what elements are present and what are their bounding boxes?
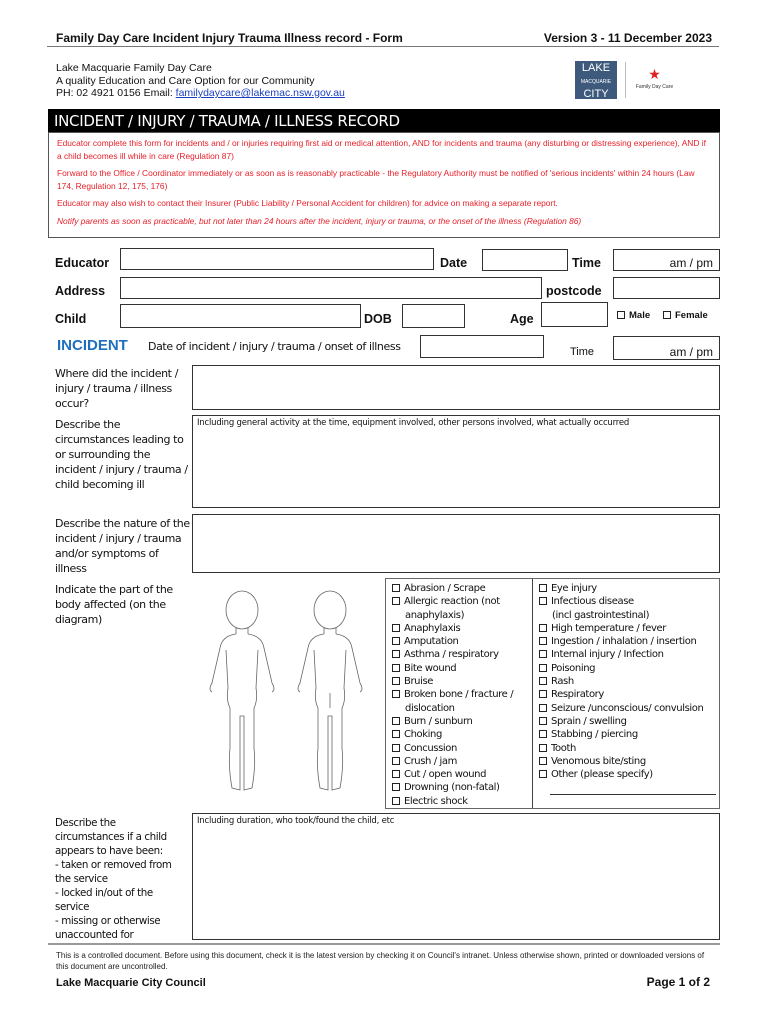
back-body-figure bbox=[298, 591, 362, 790]
checklist-item[interactable] bbox=[539, 742, 703, 755]
date-field[interactable] bbox=[482, 249, 568, 271]
checklist-item-label: Burn / sunburn bbox=[404, 715, 473, 727]
org-tagline: A quality Education and Care Option for our Community bbox=[56, 74, 315, 87]
incident-date-field[interactable] bbox=[420, 335, 544, 358]
nature-label: Describe the nature of the incident / injury / trauma and/or symptoms of illness bbox=[55, 517, 190, 575]
checklist-item-label: Stabbing / piercing bbox=[551, 729, 638, 741]
checklist-item[interactable] bbox=[392, 715, 513, 728]
checkbox[interactable] bbox=[392, 770, 400, 778]
time-label: Time bbox=[572, 256, 601, 270]
missing-child-label-line: the service bbox=[55, 873, 108, 885]
checklist-item[interactable] bbox=[392, 595, 513, 608]
checklist-item-label: Rash bbox=[551, 676, 574, 688]
checklist-item-label: Concussion bbox=[404, 742, 457, 754]
checkbox[interactable] bbox=[539, 717, 547, 725]
male-label: Male bbox=[629, 310, 651, 321]
checkbox[interactable] bbox=[539, 584, 547, 592]
checklist-item-label: Asthma / respiratory bbox=[404, 649, 499, 661]
body-diagram[interactable] bbox=[200, 588, 385, 798]
checklist-item-label: High temperature / fever bbox=[551, 622, 666, 634]
header-divider bbox=[47, 46, 719, 47]
org-name: Lake Macquarie Family Day Care bbox=[56, 62, 212, 74]
checklist-item[interactable] bbox=[539, 582, 703, 595]
checklist-item-label: Bruise bbox=[404, 676, 434, 688]
checklist-item[interactable] bbox=[392, 728, 513, 741]
instruction: Notify parents as soon as practicable, but not later than 24 hours after the incident, injury or trauma, or the onset of the illness (Regulation 86) bbox=[57, 215, 582, 226]
logo-divider bbox=[625, 62, 626, 98]
family-day-care-logo: ★ Family Day Care bbox=[635, 66, 674, 90]
checklist-item-label: Anaphylaxis bbox=[404, 622, 461, 634]
nature-field[interactable] bbox=[192, 514, 720, 573]
checkbox[interactable] bbox=[392, 597, 400, 605]
checklist-item[interactable] bbox=[539, 768, 703, 781]
checklist-item-label: Ingestion / inhalation / insertion bbox=[551, 636, 697, 648]
checkbox[interactable] bbox=[392, 650, 400, 658]
missing-child-label-line: circumstances if a child bbox=[55, 831, 167, 843]
checkbox[interactable] bbox=[539, 704, 547, 712]
checklist-item[interactable] bbox=[392, 648, 513, 661]
postcode-label: postcode bbox=[546, 284, 602, 298]
checklist-item[interactable] bbox=[392, 781, 513, 794]
checklist-item-label: Bite wound bbox=[404, 662, 457, 674]
checkbox[interactable] bbox=[539, 637, 547, 645]
injury-checklist bbox=[385, 578, 720, 809]
checklist-item-label: (incl gastrointestinal) bbox=[552, 609, 650, 621]
checklist-item[interactable] bbox=[392, 795, 513, 808]
checkbox[interactable] bbox=[392, 717, 400, 725]
missing-child-label-line: appears to have been: bbox=[55, 845, 163, 857]
incident-date-label: Date of incident / injury / trauma / onset of illness bbox=[148, 340, 401, 353]
checklist-item-label: Choking bbox=[404, 729, 442, 741]
checklist-item-label: Abrasion / Scrape bbox=[404, 583, 486, 594]
checklist-item-label: Crush / jam bbox=[404, 755, 457, 767]
checkbox[interactable] bbox=[392, 744, 400, 752]
checklist-item-label: Amputation bbox=[404, 636, 459, 648]
checklist-item[interactable] bbox=[539, 675, 703, 688]
checkbox[interactable] bbox=[539, 757, 547, 765]
circumstances-field[interactable]: Including general activity at the time, equipment involved, other persons involved, what actually occurred bbox=[192, 415, 720, 508]
checkbox[interactable] bbox=[392, 783, 400, 791]
checklist-item-label: Drowning (non-fatal) bbox=[404, 782, 500, 794]
email-link[interactable]: familydaycare@lakemac.nsw.gov.au bbox=[175, 87, 345, 99]
missing-child-label-line: unaccounted for bbox=[55, 929, 134, 941]
age-field[interactable] bbox=[541, 302, 608, 327]
checkbox[interactable] bbox=[392, 664, 400, 672]
checklist-item-label: Poisoning bbox=[551, 662, 596, 674]
checkbox[interactable] bbox=[392, 677, 400, 685]
footer-divider bbox=[48, 943, 720, 945]
checklist-item-label: Respiratory bbox=[551, 689, 604, 701]
checklist-divider bbox=[532, 579, 533, 808]
checklist-item[interactable] bbox=[392, 742, 513, 755]
org-contact: PH: 02 4921 0156 Email: bbox=[56, 87, 176, 99]
checklist-item-label: Tooth bbox=[551, 742, 576, 754]
checkbox[interactable] bbox=[392, 757, 400, 765]
checklist-item[interactable] bbox=[539, 755, 703, 768]
checklist-item-label: Cut / open wound bbox=[404, 769, 487, 781]
checklist-item-label: Other (please specify) bbox=[551, 769, 653, 781]
incident-heading: INCIDENT bbox=[57, 337, 128, 354]
checklist-item-label: Allergic reaction (not bbox=[404, 596, 500, 608]
checkbox[interactable] bbox=[539, 730, 547, 738]
checkbox[interactable] bbox=[539, 677, 547, 685]
checkbox[interactable] bbox=[539, 650, 547, 658]
checklist-item-label: dislocation bbox=[405, 702, 455, 714]
child-label: Child bbox=[55, 312, 87, 326]
front-body-figure bbox=[210, 591, 274, 790]
educator-field[interactable] bbox=[120, 248, 434, 270]
checklist-item[interactable] bbox=[539, 715, 703, 728]
missing-child-field[interactable]: Including duration, who took/found the child, etc bbox=[192, 813, 720, 940]
checkbox[interactable] bbox=[392, 730, 400, 738]
page-number: Page 1 of 2 bbox=[646, 975, 710, 989]
address-label: Address bbox=[55, 284, 106, 298]
checklist-item-label: Internal injury / Infection bbox=[551, 649, 664, 661]
educator-label: Educator bbox=[55, 256, 110, 270]
council-name: Lake Macquarie City Council bbox=[56, 977, 206, 989]
incident-time-label: Time bbox=[570, 346, 595, 358]
child-field[interactable] bbox=[120, 304, 361, 328]
male-checkbox[interactable] bbox=[617, 311, 625, 319]
female-option[interactable] bbox=[663, 310, 708, 321]
missing-child-label-line: - locked in/out of the bbox=[55, 887, 153, 899]
checkbox[interactable] bbox=[539, 624, 547, 632]
circumstances-label: Describe the circumstances leading to or surrounding the incident / injury / trauma / child becoming ill bbox=[55, 418, 188, 491]
checklist-item[interactable] bbox=[392, 622, 513, 635]
time-field[interactable]: am / pm bbox=[613, 249, 720, 271]
checklist-item-label: Eye injury bbox=[551, 583, 597, 594]
checklist-item[interactable] bbox=[539, 728, 703, 741]
form-version: Version 3 - 11 December 2023 bbox=[543, 31, 712, 45]
checklist-item-label: Seizure /unconscious/ convulsion bbox=[551, 702, 704, 714]
checkbox[interactable] bbox=[539, 744, 547, 752]
checklist-item[interactable] bbox=[539, 702, 703, 715]
checkbox[interactable] bbox=[392, 797, 400, 805]
checklist-item[interactable] bbox=[392, 755, 513, 768]
checklist-left bbox=[392, 582, 513, 808]
missing-child-label bbox=[55, 816, 190, 942]
checklist-item-label: Sprain / swelling bbox=[551, 715, 627, 727]
other-specify-line[interactable] bbox=[550, 794, 716, 795]
lake-mac-logo: LAKE MACQUARIE CITY bbox=[575, 61, 617, 99]
form-title: Family Day Care Incident Injury Trauma Illness record - Form bbox=[56, 31, 403, 45]
where-label: Where did the incident / injury / trauma / illness occur? bbox=[55, 367, 178, 410]
checklist-item[interactable] bbox=[539, 635, 703, 648]
org-info bbox=[56, 62, 345, 100]
instruction: Forward to the Office / Coordinator immediately or as soon as is reasonably practicable - the Regulatory Authority must be notified of 'serious incidents' within 24 hours (Law 174, Regulation 12, 175, 176) bbox=[57, 168, 695, 191]
female-label: Female bbox=[675, 310, 708, 321]
checkbox[interactable] bbox=[392, 690, 400, 698]
checklist-item[interactable] bbox=[539, 622, 703, 635]
checkbox[interactable] bbox=[392, 584, 400, 592]
controlled-document-notice: This is a controlled document. Before using this document, check it is the latest version by checking it on Council's intranet. Unless otherwise shown, printed or downloaded versions of this document are uncontrolled. bbox=[56, 951, 705, 971]
missing-child-label-line: - missing or otherwise bbox=[55, 915, 161, 927]
checklist-item[interactable] bbox=[539, 688, 703, 701]
checklist-item[interactable] bbox=[392, 675, 513, 688]
missing-child-label-line: - taken or removed from bbox=[55, 859, 172, 871]
instruction: Educator may also wish to contact their Insurer (Public Liability / Personal Accident for children) for advice on making a separate report. bbox=[57, 198, 558, 208]
male-option[interactable] bbox=[617, 310, 650, 321]
checkbox[interactable] bbox=[539, 664, 547, 672]
checklist-item-label: Broken bone / fracture / bbox=[404, 689, 514, 701]
checklist-item-continuation bbox=[392, 609, 513, 622]
checkbox[interactable] bbox=[392, 637, 400, 645]
missing-child-label-line: service bbox=[55, 901, 90, 913]
checklist-item[interactable] bbox=[539, 648, 703, 661]
checklist-item[interactable] bbox=[392, 582, 513, 595]
missing-child-label-line: Describe the bbox=[55, 817, 116, 829]
date-label: Date bbox=[440, 256, 468, 270]
dob-field[interactable] bbox=[402, 304, 465, 328]
checklist-item[interactable] bbox=[392, 635, 513, 648]
section-title: INCIDENT / INJURY / TRAUMA / ILLNESS RECORD bbox=[48, 109, 720, 132]
checklist-right bbox=[539, 582, 703, 781]
where-field[interactable] bbox=[192, 365, 720, 410]
checklist-item[interactable] bbox=[392, 688, 513, 701]
checkbox[interactable] bbox=[539, 770, 547, 778]
checklist-item[interactable] bbox=[392, 768, 513, 781]
checkbox[interactable] bbox=[392, 624, 400, 632]
address-field[interactable] bbox=[120, 277, 542, 299]
checklist-item-label: Venomous bite/sting bbox=[551, 755, 646, 767]
checklist-item-continuation bbox=[539, 609, 703, 622]
checklist-item-label: Electric shock bbox=[404, 795, 468, 807]
female-checkbox[interactable] bbox=[663, 311, 671, 319]
checklist-item-continuation bbox=[392, 702, 513, 715]
checklist-item-label: anaphylaxis) bbox=[405, 609, 465, 621]
checkbox[interactable] bbox=[539, 597, 547, 605]
incident-time-field[interactable]: am / pm bbox=[613, 336, 720, 360]
instruction: Educator complete this form for incidents and / or injuries requiring first aid or medical attention, AND for incidents and trauma (any disturbing or distressing experience), AND if a child becomes ill while in care (Regulation 87) bbox=[57, 138, 706, 161]
checklist-item[interactable] bbox=[392, 662, 513, 675]
age-label: Age bbox=[510, 312, 534, 326]
checklist-item-label: Infectious disease bbox=[551, 596, 634, 608]
instructions-box bbox=[48, 132, 720, 238]
checklist-item[interactable] bbox=[539, 662, 703, 675]
postcode-field[interactable] bbox=[613, 277, 720, 299]
dob-label: DOB bbox=[364, 312, 392, 326]
checkbox[interactable] bbox=[539, 690, 547, 698]
checklist-item[interactable] bbox=[539, 595, 703, 608]
body-diagram-label: Indicate the part of the body affected (on the diagram) bbox=[55, 583, 173, 626]
